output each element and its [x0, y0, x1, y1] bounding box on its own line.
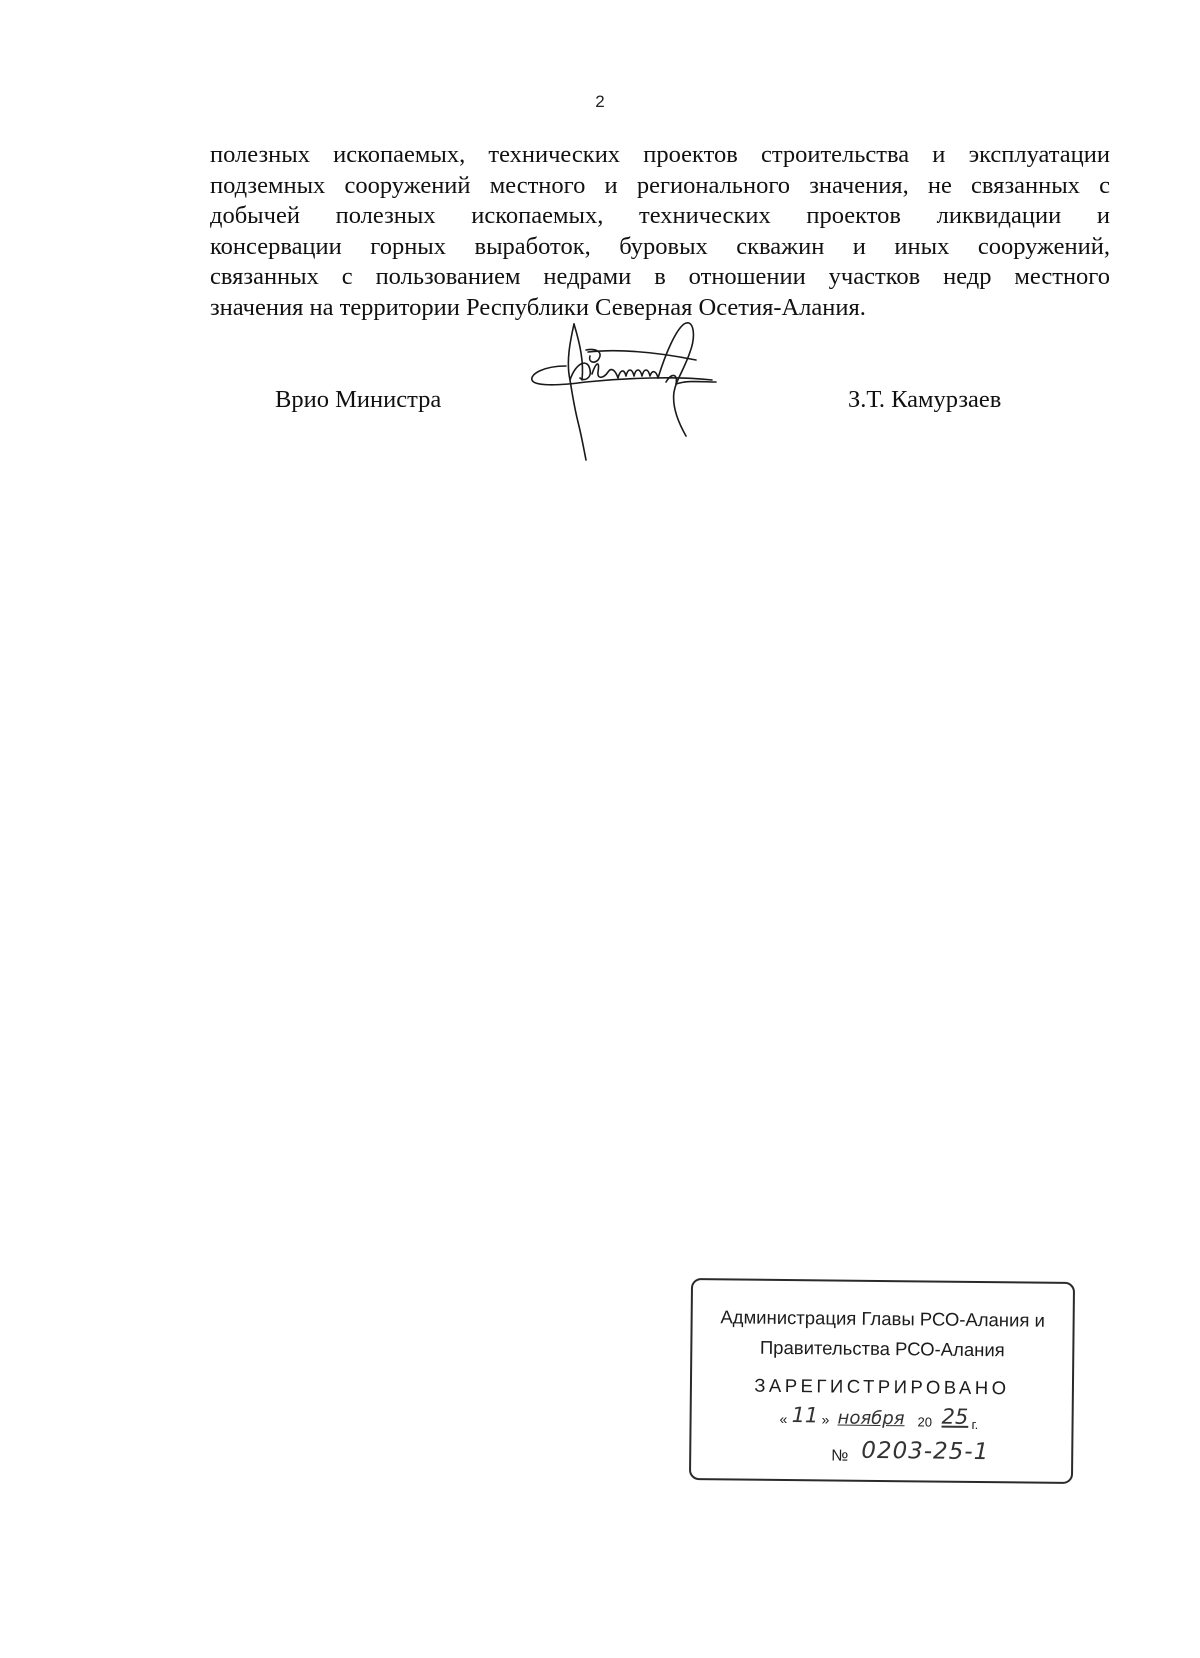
- body-line: значения на территории Республики Северная Осетия-Алания.: [210, 293, 866, 321]
- handwritten-signature: [526, 322, 736, 462]
- signer-title: Врио Министра: [275, 386, 442, 413]
- stamp-day: 11: [791, 1403, 819, 1428]
- stamp-year: 25: [941, 1404, 969, 1429]
- registration-stamp: [689, 1278, 1075, 1484]
- stamp-month: ноября: [837, 1407, 905, 1430]
- body-line: связанных с пользованием недрами в отношении участков недр местного: [210, 263, 1110, 290]
- body-line: подземных сооружений местного и регионального значения, не связанных с: [210, 171, 1110, 199]
- page-number: 2: [595, 92, 605, 111]
- stamp-year-suffix: г.: [971, 1416, 979, 1433]
- stamp-year-prefix: 20: [917, 1414, 933, 1430]
- stamp-organization-line: Правительства РСО-Алания: [759, 1336, 1005, 1361]
- body-line: полезных ископаемых, технических проектов строительства и эксплуатации: [210, 141, 1110, 168]
- stamp-status: ЗАРЕГИСТРИРОВАНО: [754, 1374, 1010, 1399]
- stamp-organization-line: Администрация Главы РСО-Алания и: [720, 1306, 1046, 1331]
- stamp-date: [769, 1403, 1009, 1442]
- body-line: консервации горных выработок, буровых скважин и иных сооружений,: [210, 232, 1110, 260]
- stamp-registration-number: [831, 1437, 1061, 1477]
- stamp-number-value: 0203-25-1: [861, 1437, 990, 1466]
- stamp-number-sign: №: [831, 1447, 849, 1465]
- stamp-quote-open: «: [779, 1410, 788, 1428]
- body-paragraph: [210, 140, 1110, 323]
- stamp-quote-close: »: [821, 1411, 830, 1428]
- signer-name: З.Т. Камурзаев: [848, 386, 1002, 413]
- body-line: добычей полезных ископаемых, технических проектов ликвидации и: [210, 202, 1110, 229]
